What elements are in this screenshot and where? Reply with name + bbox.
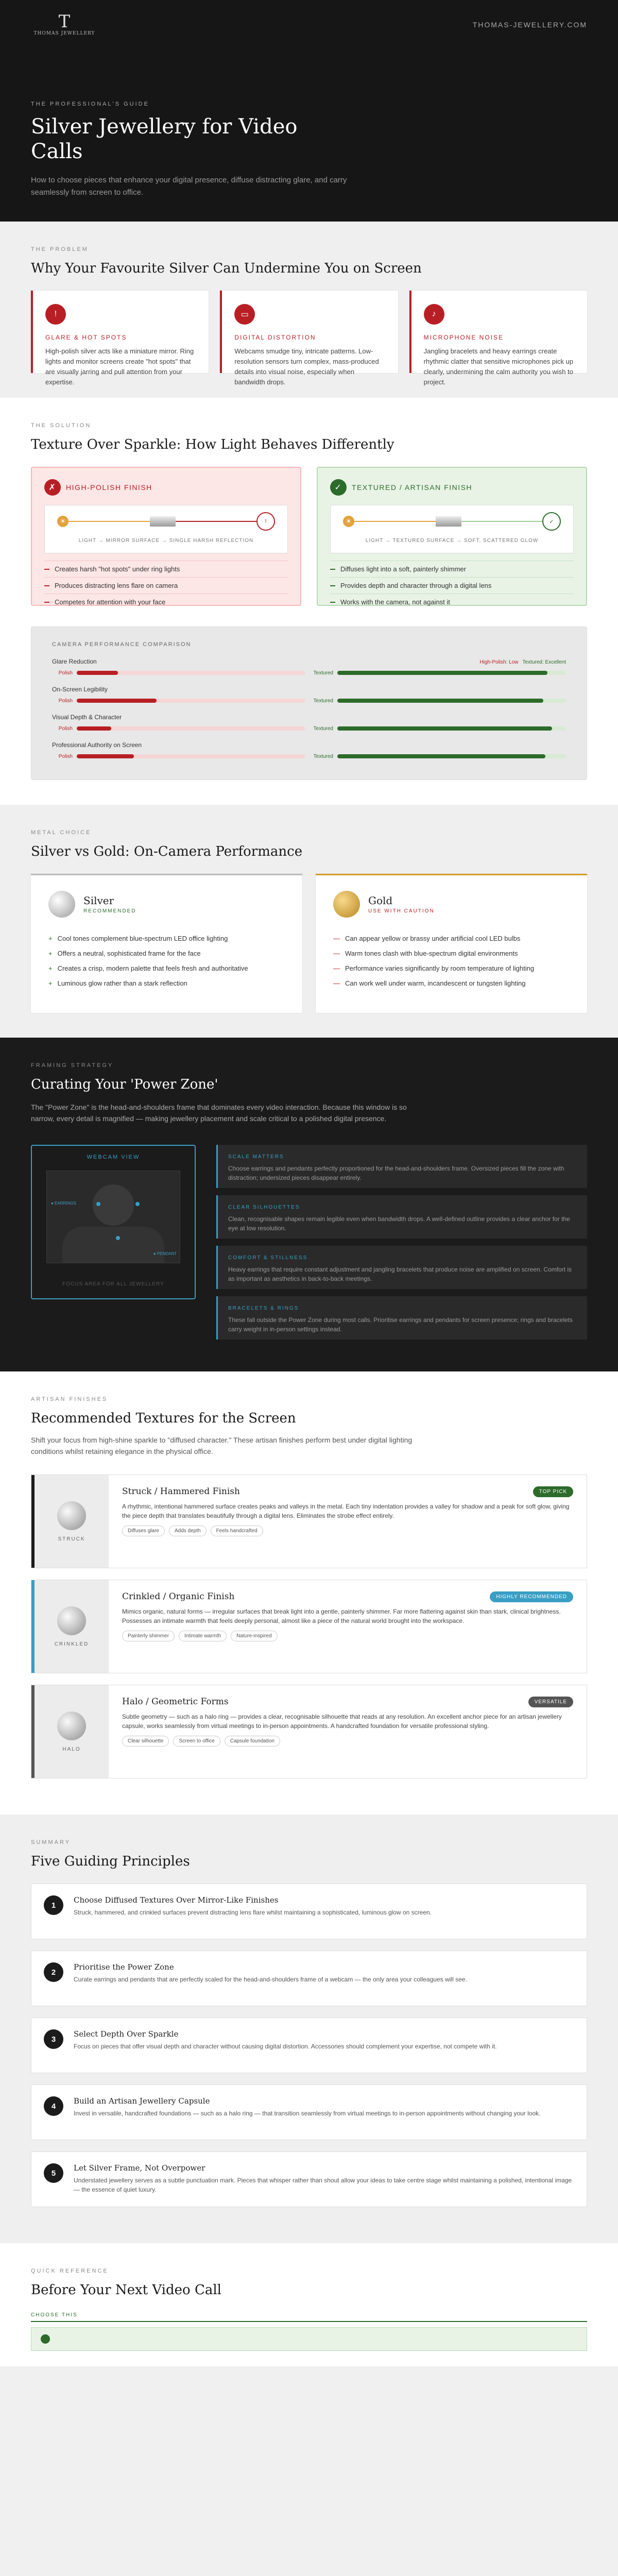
camera-ok-icon: ✓: [542, 512, 561, 531]
pendant-label: ● PENDANT: [153, 1251, 177, 1256]
zone-text: Clean, recognisable shapes remain legible even when bandwidth drops. A well-defined outline provides a clear anchor for the eye at low resolution.: [228, 1215, 570, 1232]
texture-swatch-panel: [31, 1580, 109, 1673]
item-text: Offers a neutral, sophisticated frame for the face: [57, 950, 201, 957]
tag-chip: Painterly shimmer: [122, 1631, 175, 1641]
texture-title: Struck / Hammered Finish: [122, 1486, 240, 1497]
hero-eyebrow: THE PROFESSIONAL'S GUIDE: [31, 101, 149, 107]
bar-pair: [52, 723, 566, 734]
principle-text: Struck, hammered, and crinkled surfaces prevent distracting lens flare whilst maintaining a sophisticated, luminous glow on screen.: [74, 1909, 432, 1916]
zone-tip: [216, 1145, 587, 1188]
texture-swatch-icon: [57, 1711, 86, 1740]
summary-section: [0, 1815, 618, 2243]
section-title: Why Your Favourite Silver Can Undermine You on Screen: [31, 261, 422, 276]
card-text: Webcams smudge tiny, intricate patterns. Low-resolution sensors turn complex, mass-produced details into visual noise, especially when bandwidth drops.: [234, 347, 379, 386]
textured-surface: [436, 516, 461, 527]
row-label-line: [52, 686, 566, 693]
principle-title: Choose Diffused Textures Over Mirror-Like Finishes: [74, 1895, 279, 1905]
polish-tag: Polish: [58, 725, 73, 732]
principle-number: 5: [44, 2163, 63, 2183]
list-item: [333, 976, 570, 991]
scatter-diagram: [330, 505, 574, 553]
item-text: Cool tones complement blue-spectrum LED office lighting: [57, 935, 228, 942]
comparison-row: [52, 741, 566, 762]
diagram-caption: LIGHT → TEXTURED SURFACE → SOFT, SCATTERED GLOW: [365, 538, 539, 544]
list-item: Works with the camera, not against it: [330, 594, 574, 610]
tag-chip: Adds depth: [169, 1526, 207, 1536]
section-eyebrow: ARTISAN FINISHES: [31, 1396, 108, 1402]
principle-title: Let Silver Frame, Not Overpower: [74, 2163, 205, 2173]
polish-tag: Polish: [58, 753, 73, 759]
bar-pair: [52, 695, 566, 706]
swatch-label: STRUCK: [58, 1536, 85, 1542]
list-item: Competes for attention with your face: [44, 594, 288, 610]
camera-alert-icon: !: [256, 512, 275, 531]
textured-bar-group: [313, 751, 566, 762]
texture-text: Subtle geometry — such as a halo ring — provides a clear, recognisable silhouette that reads at any resolution. An excellent anchor piece for an artisan jewellery capsule, works seamlessly from virtual meetings to in-person appointments. A handcrafted foundation for versatile professional styling.: [122, 1713, 562, 1730]
textured-bar-group: [313, 667, 566, 679]
section-title: Texture Over Sparkle: How Light Behaves Differently: [31, 437, 394, 452]
page-title: Silver Jewellery for Video Calls: [31, 115, 298, 163]
textured-track: [337, 754, 566, 758]
webcam-footer: FOCUS AREA FOR ALL JEWELLERY: [62, 1281, 164, 1287]
item-text: Performance varies significantly by room temperature of lighting: [345, 964, 535, 972]
zone-title: CLEAR SILHOUETTES: [228, 1205, 300, 1210]
texture-body: [109, 1475, 587, 1568]
tag-chip: Diffuses glare: [122, 1526, 165, 1536]
textured-fill-bar: [337, 671, 547, 675]
list-item: [48, 976, 285, 991]
webcam-title: WEBCAM VIEW: [87, 1154, 140, 1160]
section-eyebrow: QUICK REFERENCE: [31, 2268, 109, 2274]
bullet-mark: —: [333, 935, 340, 942]
microphone-icon: ♪: [424, 304, 444, 325]
texture-text: A rhythmic, intentional hammered surface creates peaks and valleys in the metal. Each tiny indentation provides a valley for shadow and a peak for soft glow, giving the piece depth that translates beautifully through a digital lens. Eliminates the strobe effect entirely.: [122, 1503, 570, 1519]
legend-bad: High-Polish: Low: [479, 659, 519, 665]
high-polish-box: [31, 467, 301, 606]
principle-card: [31, 2018, 587, 2073]
texture-title: Halo / Geometric Forms: [122, 1697, 229, 1707]
light-ray: [68, 521, 150, 522]
texture-card: [31, 1685, 587, 1778]
tag-chip: Feels handcrafted: [211, 1526, 263, 1536]
texture-swatch-panel: [31, 1475, 109, 1568]
principle-body: [74, 1962, 467, 1994]
card-title: DIGITAL DISTORTION: [234, 334, 316, 341]
list-item: [333, 946, 570, 961]
textured-bar-group: [313, 695, 566, 706]
power-zone-section: [0, 1038, 618, 1371]
principle-card: [31, 1884, 587, 1939]
check-icon: ✓: [330, 479, 347, 496]
list-item: Diffuses light into a soft, painterly shimmer: [330, 561, 574, 577]
principle-body: [74, 1895, 432, 1927]
box-title: HIGH-POLISH FINISH: [66, 483, 152, 492]
principle-card: [31, 1951, 587, 2006]
polish-tag: Polish: [58, 670, 73, 676]
polish-fill-bar: [77, 726, 111, 731]
texture-body: [109, 1685, 587, 1778]
metal-status: USE WITH CAUTION: [368, 908, 435, 914]
check-dot-icon: [41, 2334, 50, 2344]
polish-track: [77, 754, 305, 758]
choose-this-label: CHOOSE THIS: [31, 2312, 587, 2322]
list-item: [48, 961, 285, 976]
reflection-ray: [176, 521, 257, 522]
row-label: Professional Authority on Screen: [52, 741, 142, 749]
item-text: Luminous glow rather than a stark reflection: [57, 979, 187, 987]
problem-section: [0, 222, 618, 398]
section-title: Curating Your 'Power Zone': [31, 1077, 218, 1092]
textured-track: [337, 726, 566, 731]
principle-body: [74, 2096, 540, 2128]
textured-track: [337, 699, 566, 703]
texture-card: [31, 1475, 587, 1568]
gold-swatch-icon: [333, 891, 360, 918]
principle-body: [74, 2029, 497, 2061]
silver-card: [31, 874, 302, 1013]
zone-text: These fall outside the Power Zone during most calls. Prioritise earrings and pendants for screen presence; rings and bracelets carry weight in in-person settings instead.: [228, 1316, 573, 1333]
section-eyebrow: FRAMING STRATEGY: [31, 1062, 114, 1069]
list-item: Provides depth and character through a digital lens: [330, 577, 574, 594]
principle-number: 2: [44, 1962, 63, 1982]
comparison-row: [52, 714, 566, 734]
silver-list: [48, 931, 285, 991]
legend: [475, 658, 566, 665]
polish-bar-group: [52, 723, 305, 734]
zone-tip: [216, 1246, 587, 1289]
polish-tag: Polish: [58, 698, 73, 704]
bar-pair: [52, 667, 566, 679]
zone-text: Heavy earrings that require constant adjustment and jangling bracelets that produce noise are amplified on screen. Comfort is as important as aesthetics in back-to-back meetings.: [228, 1266, 572, 1282]
zone-title: COMFORT & STILLNESS: [228, 1255, 308, 1261]
list-item: Creates harsh "hot spots" under ring lights: [44, 561, 288, 577]
item-text: Can work well under warm, incandescent or tungsten lighting: [345, 979, 526, 987]
hero-header: [0, 0, 618, 222]
tag-chip: Intimate warmth: [179, 1631, 227, 1641]
section-title: Recommended Textures for the Screen: [31, 1411, 296, 1426]
texture-body: [109, 1580, 587, 1673]
zone-tips: [216, 1145, 587, 1347]
texture-swatch-panel: [31, 1685, 109, 1778]
textured-fill-bar: [337, 726, 552, 731]
principle-body: [74, 2163, 574, 2195]
textured-tag: Textured: [313, 670, 333, 676]
principle-text: Invest in versatile, handcrafted foundations — such as a halo ring — that transition seamlessly from virtual meetings to in-person appointments without changing your look.: [74, 2110, 541, 2117]
row-label-line: [52, 714, 566, 721]
section-eyebrow: METAL CHOICE: [31, 829, 92, 836]
bullet-mark: +: [48, 935, 53, 942]
card-title: MICROPHONE NOISE: [423, 334, 504, 341]
metal-name: Silver: [83, 894, 114, 907]
tag-chip: Nature-inspired: [231, 1631, 277, 1641]
row-label: Visual Depth & Character: [52, 714, 122, 721]
bullet-mark: —: [333, 950, 340, 957]
gold-list: [333, 931, 570, 991]
section-intro: Shift your focus from high-shine sparkle to "diffused character." These artisan finishes perform best under digital lighting conditions whilst retaining elegance in the physical office.: [31, 1436, 413, 1455]
textures-section: [0, 1371, 618, 1815]
page-subtitle: How to choose pieces that enhance your digital presence, diffuse distracting glare, and carry seamlessly from screen to office.: [31, 176, 347, 197]
section-eyebrow: THE PROBLEM: [31, 246, 89, 252]
texture-card: [31, 1580, 587, 1673]
monitor-icon: ▭: [234, 304, 255, 325]
light-ray: [354, 521, 436, 522]
finish-comparison: [31, 467, 587, 606]
textured-tag: Textured: [313, 725, 333, 732]
earrings-label: ● EARRINGS: [51, 1201, 76, 1206]
textured-fill-bar: [337, 754, 545, 758]
section-title: Five Guiding Principles: [31, 1854, 190, 1869]
principle-title: Prioritise the Power Zone: [74, 1962, 174, 1972]
bullet-mark: +: [48, 979, 53, 987]
section-title: Silver vs Gold: On-Camera Performance: [31, 844, 303, 859]
principle-title: Select Depth Over Sparkle: [74, 2029, 179, 2039]
card-text: High-polish silver acts like a miniature mirror. Ring lights and monitor screens create "hot spots" that are visually jarring and pull attention from your expertise.: [45, 347, 194, 386]
quick-reference-section: [0, 2243, 618, 2366]
polish-fill-bar: [77, 754, 134, 758]
texture-swatch-icon: [57, 1606, 86, 1635]
brand-logo[interactable]: [31, 11, 98, 36]
reflection-diagram: [44, 505, 288, 553]
gold-card: [316, 874, 587, 1013]
site-link[interactable]: THOMAS-JEWELLERY.COM: [472, 21, 587, 29]
bullet-mark: +: [48, 964, 53, 972]
item-text: Can appear yellow or brassy under artificial cool LED bulbs: [345, 935, 521, 942]
tag-chip: Screen to office: [173, 1736, 220, 1747]
top-bar: [0, 0, 618, 49]
silver-swatch-icon: [48, 891, 75, 918]
principle-number: 1: [44, 1895, 63, 1915]
legend-good: Textured: Excellent: [522, 659, 566, 665]
polish-track: [77, 699, 305, 703]
metal-section: [0, 805, 618, 1038]
earring-marker-left: [96, 1202, 100, 1206]
logo-text: THOMAS JEWELLERY: [33, 30, 95, 36]
texture-badge: TOP PICK: [533, 1486, 573, 1497]
diagram-caption: LIGHT → MIRROR SURFACE → SINGLE HARSH REFLECTION: [78, 538, 254, 544]
bullet-mark: +: [48, 950, 53, 957]
principle-number: 3: [44, 2029, 63, 2049]
item-text: Warm tones clash with blue-spectrum digital environments: [345, 950, 518, 957]
textured-tag: Textured: [313, 753, 333, 759]
section-eyebrow: SUMMARY: [31, 1839, 71, 1845]
card-title: GLARE & HOT SPOTS: [45, 334, 127, 341]
bullet-mark: —: [333, 979, 340, 987]
mirror-surface: [150, 516, 176, 527]
polish-fill-bar: [77, 671, 118, 675]
box-header: [330, 479, 574, 496]
pendant-marker: [116, 1236, 120, 1240]
zone-text: Choose earrings and pendants perfectly proportioned for the head-and-shoulders frame. Oversized pieces fill the zone with distraction; undersized pieces disappear entirely.: [228, 1165, 564, 1181]
texture-tags: [122, 1526, 573, 1536]
textured-tag: Textured: [313, 698, 333, 704]
texture-title: Crinkled / Organic Finish: [122, 1591, 235, 1602]
light-source-icon: ☀: [343, 516, 354, 527]
box-header: [44, 479, 288, 496]
swatch-label: HALO: [62, 1746, 81, 1752]
principle-card: [31, 2151, 587, 2207]
zone-title: SCALE MATTERS: [228, 1154, 284, 1160]
textured-fill-bar: [337, 699, 543, 703]
principle-number: 4: [44, 2096, 63, 2116]
row-label-line: [52, 658, 566, 665]
polish-track: [77, 726, 305, 731]
comparison-row: [52, 658, 566, 679]
list-item: [48, 946, 285, 961]
problem-card-noise: [409, 291, 587, 386]
principle-card: [31, 2084, 587, 2140]
list-item: [333, 961, 570, 976]
drawback-list: [44, 561, 288, 610]
texture-swatch-icon: [57, 1501, 86, 1530]
polish-bar-group: [52, 667, 305, 679]
comparison-row: [52, 686, 566, 706]
item-text: Creates a crisp, modern palette that feels fresh and authoritative: [57, 964, 248, 972]
cross-icon: ✗: [44, 479, 61, 496]
row-label-line: [52, 741, 566, 749]
problem-card-distortion: [220, 291, 398, 386]
metal-status: RECOMMENDED: [83, 908, 136, 914]
metal-cards: [31, 874, 587, 1013]
section-eyebrow: THE SOLUTION: [31, 422, 92, 429]
comparison-title: CAMERA PERFORMANCE COMPARISON: [52, 641, 192, 648]
problem-cards: [31, 291, 587, 386]
principle-title: Build an Artisan Jewellery Capsule: [74, 2096, 210, 2106]
light-source-icon: ☀: [57, 516, 68, 527]
row-label: On-Screen Legibility: [52, 686, 108, 693]
section-intro: The "Power Zone" is the head-and-shoulders frame that dominates every video interaction. Because this window is so narrow, every detail is magnified — making jewellery placement and scale critical to a polished digital presence.: [31, 1103, 407, 1123]
warning-icon: !: [45, 304, 66, 325]
choose-this-box: [31, 2327, 587, 2351]
webcam-screen: [46, 1171, 180, 1263]
bar-pair: [52, 751, 566, 762]
card-text: Jangling bracelets and heavy earrings create rhythmic clatter that sensitive microphones pick up clearly, undermining the calm authority you wish to project.: [423, 347, 574, 386]
polish-fill-bar: [77, 699, 157, 703]
swatch-label: CRINKLED: [54, 1641, 89, 1647]
tag-chip: Clear silhouette: [122, 1736, 169, 1747]
texture-text: Mimics organic, natural forms — irregular surfaces that break light into a gentle, painterly shimmer. Far more flattering against skin than stark, clinical brightness. Possesses an intimate warmth that feels deeply personal, almost like a piece of the natural world brought into the workspace.: [122, 1608, 561, 1624]
list-item: Produces distracting lens flare on camera: [44, 577, 288, 594]
list-item: [48, 931, 285, 946]
principle-text: Curate earrings and pendants that are perfectly scaled for the head-and-shoulders frame of a webcam — the only area your colleagues will see.: [74, 1976, 467, 1983]
solution-section: [0, 398, 618, 805]
polish-bar-group: [52, 695, 305, 706]
polish-track: [77, 671, 305, 675]
polish-bar-group: [52, 751, 305, 762]
camera-performance-comparison: [31, 626, 587, 780]
row-label: Glare Reduction: [52, 658, 97, 665]
texture-tags: [122, 1631, 573, 1641]
texture-badge: VERSATILE: [528, 1697, 573, 1707]
scatter-ray: [461, 521, 543, 522]
zone-tip: [216, 1195, 587, 1239]
textured-box: [317, 467, 587, 606]
bullet-mark: —: [333, 964, 340, 972]
texture-tags: [122, 1736, 573, 1747]
problem-card-glare: [31, 291, 209, 386]
benefit-list: [330, 561, 574, 610]
tag-chip: Capsule foundation: [225, 1736, 280, 1747]
texture-badge: HIGHLY RECOMMENDED: [490, 1591, 573, 1602]
shoulders-silhouette: [62, 1227, 164, 1263]
principle-text: Understated jewellery serves as a subtle punctuation mark. Pieces that whisper rather than shout allow your ideas to take centre stage whilst maintaining a polished, intentional image — the essence of quiet luxury.: [74, 2177, 572, 2193]
webcam-view-diagram: [31, 1145, 196, 1299]
list-item: [333, 931, 570, 946]
box-title: TEXTURED / ARTISAN FINISH: [352, 483, 473, 492]
metal-name: Gold: [368, 894, 393, 907]
textured-bar-group: [313, 723, 566, 734]
logo-mark: T: [58, 11, 71, 32]
textured-track: [337, 671, 566, 675]
earring-marker-right: [135, 1202, 140, 1206]
zone-tip: [216, 1296, 587, 1340]
principle-text: Focus on pieces that offer visual depth and character without causing digital distortion. Accessories should complement your expertise, not compete with it.: [74, 2043, 497, 2050]
zone-title: BRACELETS & RINGS: [228, 1306, 299, 1311]
section-title: Before Your Next Video Call: [31, 2282, 221, 2298]
